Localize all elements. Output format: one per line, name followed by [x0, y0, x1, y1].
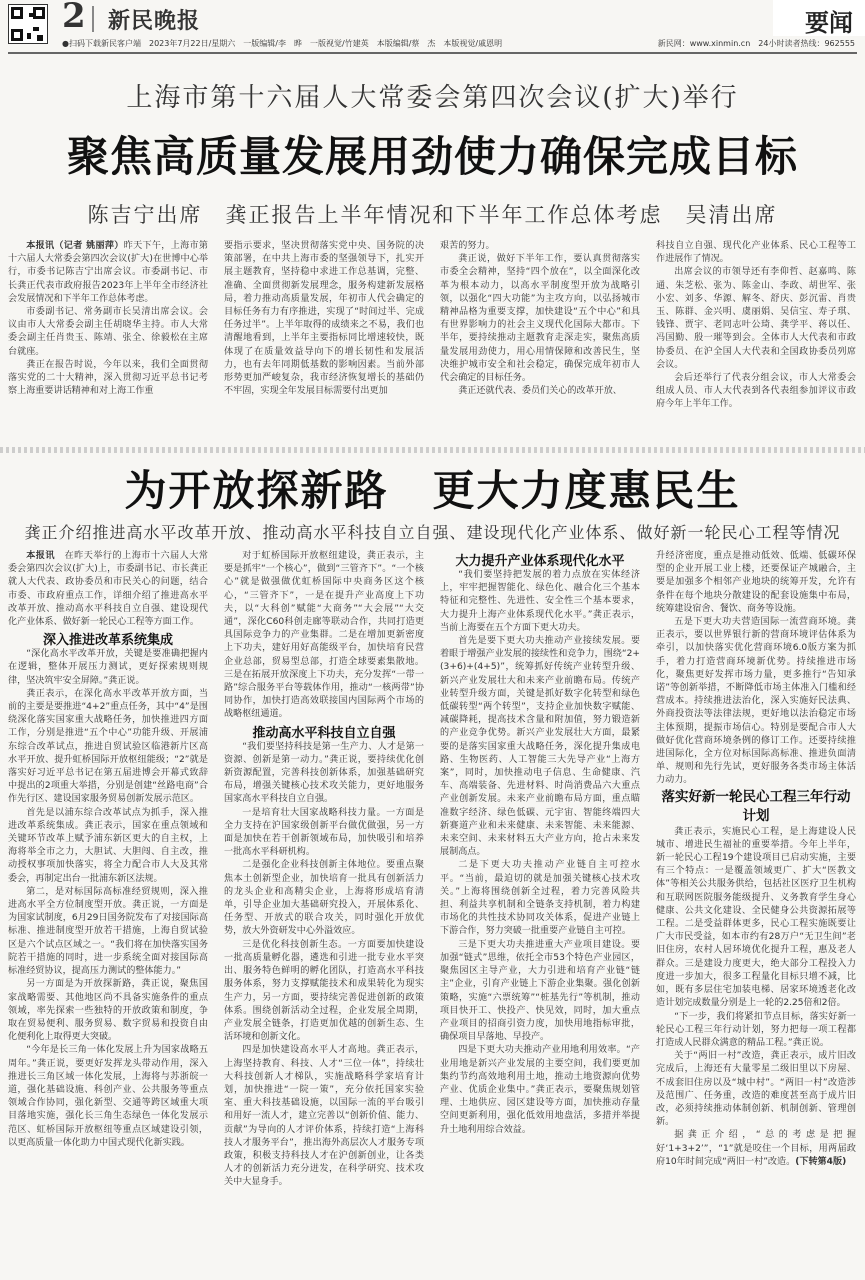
story2-column-3 [440, 550, 640, 1276]
section-name: 要闻 [805, 9, 853, 37]
paragraph: 一是培育壮大国家战略科技力量。一方面是全力支持在沪国家级创新平台做优做强，另一方面是加快在若干创新领域布局，加快吸引和培养一批高水平科研机构。 [224, 807, 424, 858]
newspaper-logo: 新民晚报 [108, 8, 201, 34]
paragraph: “深化高水平改革开放，关键是要准确把握内在逻辑，整体开展压力测试，更好探索规则规律，坚决筑牢安全屏障。”龚正说。 [8, 649, 208, 686]
paragraph: 龚正还就代表、委员们关心的改革开放、 [458, 386, 622, 397]
paragraph: 五是下更大功夫营造国际一流营商环境。龚正表示，要以世界银行新的营商环境评估体系为牵引，以加快落实优化营商环境6.0版方案为抓手，着力打造营商环境新优势。持续推进市场化，聚焦更好发挥市场力量，更多推行“告知承诺”等创新举措，不断降低市场主体准入门槛和经营成本。持续推进法治化，深入实施好民法典、外商投资法等法律法规，更好地以法治稳定市场主体预期，提振市场信心。特别是要配合市人大做好优化营商环境条例的修订工作。还要持续推进国际化，全方位对标国际高标准、推进负面清单、规则和先行先试，更好服务各类市场主体活力动力。 [656, 617, 856, 786]
story1-deck: 陈吉宁出席 龚正报告上半年情况和下半年工作总体考虑 吴清出席 [87, 203, 778, 227]
paragraph: 本报讯 在昨天举行的上海市十六届人大常委会第四次会议(扩大)上，市委副书记、市长龚正就人大代表、政协委员和市民关心的问题，结合市委、市政府重点工作，详细介绍了推进高水平改革开放、推动高水平科技自立自强、建设现代化产业体系、做好新一轮民心工程等方面工作。 [8, 551, 208, 628]
paragraph: 二是强化企业科技创新主体地位。要重点聚焦本土创新型企业，加快培育一批具有创新活力的龙头企业和高精尖企业，上海将形成培育清单，引导企业加大基础研究投入，开展体系化、任务型、开放式的联合攻关，同时强化开放优势，放大外资研发中心外溢效应。 [224, 860, 424, 937]
subheading: 大力提升产业体系现代化水平 [455, 554, 625, 569]
paragraph: 科技自立自强、现代化产业体系、民心工程等工作进展作了情况。 [656, 241, 856, 265]
story-divider [0, 447, 865, 453]
paragraph: “今年是长三角一体化发展上升为国家战略五周年。”龚正说，要更好发挥龙头带动作用，深入推进长三角区域一体化发展，上海将与苏浙皖一道，强化基础设施、科创产业、公共服务等重点领域合作协同，强化新型、交通等跨区域重大项目落地实施，强化长三角生态绿色一体化发展示范区、虹桥国际开放枢纽等重点区域建设引领，以更高质量一体化助力中国式现代化新实践。 [8, 1045, 208, 1148]
story2-column-1 [8, 550, 208, 1276]
continued-note[interactable]: (下转第4版) [795, 1156, 847, 1167]
story1-column-4 [656, 240, 856, 444]
paragraph: 龚正在报告时说，今年以来，我们全面贯彻落实党的二十大精神，深入贯彻习近平总书记考察上海重要讲话精神和对上海工作重 [8, 359, 208, 397]
paragraph: 三是下更大功夫推进重大产业项目建设。要加强“链式”思维，依托全市53个特色产业园区，聚焦园区主导产业，大力引进和培育产业链“链主”企业，引育产业链上下游企业集聚。强化创新策略，实施“六票统筹”“桩基先行”等机制，推动项目快开工、快投产、快见效，同时，加大重点产业项目的招商引资力度，加快用地指标审批，确保项目早落地、早投产。 [440, 939, 640, 1043]
paragraph: 对于虹桥国际开放枢纽建设，龚正表示，主要是抓牢“一个核心”，做到“三管齐下”。“一个核心”就是做强做优虹桥国际中央商务区这个核心，“三管齐下”，一是在提升产业高度上下功夫，以“大科创”赋能“大商务”“大会展”“大交通”，深化C60科创走廊等联动合作，共同打造更具国际竞争力的产业集群。二是在增加更新密度上下功夫，建好用好高能级平台，加快培育民营企业总部，贸易型总部，打造全球要素集散地。三是在拓展开放深度上下功夫，充分发挥“一带一路”综合服务平台等载体作用，推动“一核两带”协同协作，加快打造高效联接国内国际两个市场的战略枢纽通道。 [224, 551, 424, 720]
masthead [0, 0, 865, 56]
paragraph: 据龚正介绍，“总的考虑是把握好‘1+3+2’”，“1”就是咬住一个目标，用两届政府10年时间完成“两旧一村”改造。(下转第4版) [656, 1130, 856, 1167]
byline: 本报讯 [26, 551, 55, 561]
paragraph: 首先是要下更大功夫推动产业接续发展。要着眼于增强产业发展的接续性和竞争力，围绕“2+(3+6)+(4+5)”，统筹抓好传统产业转型升级、新兴产业发展壮大和未来产业前瞻布局。传统产业转型升级方面，关键是抓好数字化转型和绿色低碳转型“两个转型”，支持企业加快数字赋能、减碳降耗，提高技术含量和附加值，努力锻造新的产业竞争优势。新兴产业发展壮大方面，最紧要的是落实国家重大战略任务，深化提升集成电路、生物医药、人工智能三大先导产业“上海方案”，同时，加快推动电子信息、生命健康、汽车、高端装备、先进材料、时尚消费品六大重点产业创新发展。未来产业前瞻布局方面，重点瞄准数字经济、绿色低碳、元宇宙、智能终端四大新赛道产业和未来健康、未来智能、未来能源、未来空间、未来材料五大产业方向，抢占未来发展制高点。 [440, 636, 640, 858]
paragraph: 四是加快建设高水平人才高地。龚正表示，上海坚持教育、科技、人才“三位一体”，持续壮大科技创新人才梯队，实施战略科学家培育计划，加快推进“一院一策”，充分依托国家实验室、重大科技基础设施，以国际一流的平台吸引和用好一流人才，建立完善以“创新价值、能力、贡献”为导向的人才评价体系，持续打造“上海科技人才服务平台”，推出海外高层次人才服务专项政策，积极支持科技人才在沪创新创业，让各类人才的创新活力充分迸发，在科学研究、技术攻关中大显身手。 [224, 1045, 424, 1188]
story2-column-2 [224, 550, 424, 1276]
paragraph: 龚正表示，实施民心工程，是上海建设人民城市、增进民生福祉的重要举措。今年上半年，新一轮民心工程19个建设项目已启动实施，主要有三个特点：一是覆盖领域更广、扩大“医教文体”等相关公共服务供给，包括社区医疗卫生机构和互联网医院服务能级提升、义务教育学生身心健康、公共文化建设、全民健身公共资源拓展等工程。二是受益群体更多，民心工程实施既要让广大市民受益，如本市约有28万户“无卫生间”老旧住房，农村人居环境优化提升工程，惠及老人群众。三是建设力度更大，绝大部分工程投入力度进一步加大，很多工程量化目标只增不减，比如，既有多层住宅加装电梯、居家环境透老化改造计划完成数量分别是上一轮的2.25倍和2倍。 [656, 826, 856, 1009]
paragraph: 艰苦的努力。 [440, 241, 495, 251]
story2-column-4 [656, 550, 856, 1276]
story1-headline: 聚焦高质量发展用劲使力确保完成目标 [66, 132, 798, 181]
story1-column-1 [8, 240, 208, 444]
paragraph: 三是优化科技创新生态。一方面要加快建设一批高质量孵化器，遴选和引进一批专业水平突出、服务特色鲜明的孵化团队，打造高水平科技服务体系，努力支撑赋能技术和成果转化为现实生产力，另一方面，要持续完善促进创新的政策体系。围绕创新活动全过程，企业发展全周期，产业发展全链条，打造更加优越的创新生态、生活环境和创新文化。 [224, 939, 424, 1043]
subheading: 落实好新一轮民心工程三年行动计划 [661, 788, 851, 824]
section-box [773, 0, 865, 36]
paragraph: 出席会议的市领导还有李仰哲、赵嘉鸣、陈通、朱芝松、张为、陈金山、李政、胡世军、张小宏、刘多、华源、解冬、舒庆、彭沉雷、肖贵玉、陈群、金兴明、虞丽娟、吴信宝、寿子琪、钱锋、贾宇、老同志叶公琦、龚学平、蒋以任、冯国勤、殷一璀等到会。全体市人大代表和市政协委员、在沪全国人大代表和全国政协委员列席会议。 [656, 267, 856, 370]
paragraph: 四是下更大功夫推动产业用地利用效率。“产业用地是新兴产业发展的主要空间，我们要更加集约节约高效地利用土地，推动土地资源向优势产业、优质企业集中。”龚正表示，要聚焦规划管理、土地供应、园区建设等方面，加快推动存量空间更新利用，强化低效用地盘活，多措并举提升土地利用综合效益。 [440, 1045, 640, 1135]
paragraph: 要指示要求，坚决贯彻落实党中央、国务院的决策部署，在中共上海市委的坚强领导下，扎实开展主题教育，坚持稳中求进工作总基调，完整、准确、全面贯彻新发展理念，服务构建新发展格局，着力推动高质量发展，年初市人代会确定的目标任务有力有序推进，实现了“时间过半、完成任务过半”。上半年取得的成绩来之不易，我们也清醒地看到，上半年主要指标同比增速较快，既体现了在质量效益导向下的增长韧性和发展活力，也有去年同期低基数的影响因素。当前外部形势更加严峻复杂，我市经济恢复增长的基础仍不牢固，实现全年发展目标需要付出更加 [224, 241, 424, 397]
paragraph: 会后还举行了代表分组会议，市人大常委会组成人员、市人大代表到各代表组参加评议市政府今年上半年工作。 [656, 373, 856, 410]
story2-deck: 龚正介绍推进高水平改革开放、推动高水平科技自立自强、建设现代化产业体系、做好新一轮民心工程等情况 [24, 523, 841, 542]
paragraph: 市委副书记、常务副市长吴清出席会议。会议由市人大常委会副主任胡晓华主持。市人大常委会副主任肖贵玉、陈靖、张全、徐毅松在主席台就座。 [8, 307, 208, 357]
page-number: 2 [62, 0, 86, 36]
masthead-rule [8, 52, 857, 54]
subheading: 推动高水平科技自立自强 [252, 725, 396, 741]
paragraph: 首先是以浦东综合改革试点为抓手，深入推进改革系统集成。龚正表示，国家在重点领域和关键环节改革上赋予浦东新区更大的自主权，上海将举全市之力，大胆试、大胆闯、自主改，推动授权事项加快落实，将全力配合市人大及其常委会，再制定出台一批浦东新区法规。 [8, 807, 208, 884]
qr-code-icon[interactable] [8, 4, 48, 44]
story1-kicker: 上海市第十六届人大常委会第四次会议(扩大)举行 [126, 83, 739, 113]
paragraph: 二是下更大功夫推动产业链自主可控水平。“当前，最迫切的就是加强关键核心技术攻关。”上海将围绕创新全过程，着力完善风险共担、利益共享机制和全链条支持机制，着力构建市场化的共性技术协同攻关体系，促进产业链上下游合作，努力突破一批重要产业链自主可控。 [440, 860, 640, 937]
divider [92, 6, 94, 32]
byline: 本报讯（记者 姚丽萍） [26, 241, 124, 251]
edition-meta: ●扫码下载新民客户端 2023年7月22日/星期六 一版编辑/李 晔 一版视觉/竹建英 本版编辑/蔡 杰 本版视觉/戚恩明 [62, 39, 503, 48]
paragraph: 第二，是对标国际高标准经贸规则，深入推进高水平全方位制度型开放。龚正说，一方面是为国家试制度，6月29日国务院发布了对接国际高标准、推进制度型开放若干措施，上海自贸试验区是六个试点区域之一。“我们将在加快落实国务院若干措施的同时，进一步系统全面对接国际高标准经贸协议，提高压力测试的整体能力。” [8, 886, 208, 977]
paragraph: 龚正表示，在深化高水平改革开放方面，当前的主要是要推进“4+2”重点任务，其中“4”是围绕深化落实国家重大战略任务，加快推进四方面工作，分别是推进“五个中心”功能升级、开展浦东综合改革试点，推进自贸试验区临港新片区高水平开放、提升虹桥国际开放枢纽能级；“2”就是落实好习近平总书记在第五届进博会开幕式致辞中提出的2项重大举措，分别是创建“丝路电商”合作先行区、建设国家服务贸易创新发展示范区。 [8, 688, 208, 805]
paragraph: 另一方面是为开放探新路，龚正说，聚焦国家战略需要、其他地区尚不具备实施条件的重点领域，率先探索一些独特的开放政策和制度，争取在贸易便利、服务贸易、数字贸易和投资自由化便利化上取得更大突破。 [8, 979, 208, 1043]
story2-headline: 为开放探新路 更大力度惠民生 [124, 466, 741, 515]
paragraph: “我们要坚持科技是第一生产力、人才是第一资源、创新是第一动力。”龚正说，要持续优化创新资源配置，完善科技创新体系，加强基础研究布局，增强关键核心技术攻关能力，更好地服务国家高水平科技自立自强。 [224, 741, 424, 805]
paragraph: 关于“两旧一村”改造，龚正表示，成片旧改完成后，上海还有大量零星二级旧里以下房屋、不成套旧住房以及“城中村”。“两旧一村”改造涉及范围广、任务重，改造的难度甚至高于成片旧改，必须持续推动体制创新、机制创新、管理创新。 [656, 1051, 856, 1128]
story1-column-2 [224, 240, 424, 444]
paragraph: “我们要坚持把发展的着力点放在实体经济上，牢牢把握智能化、绿色化、融合化三个基本特征和完整性、先进性、安全性三个基本要求，大力提升上海产业体系现代化水平。”龚正表示，当前上海要在五个方面下更大功夫。 [440, 570, 640, 633]
paragraph: 龚正说，做好下半年工作，要认真贯彻落实市委全会精神，坚持“四个放在”，以全面深化改革为根本动力，以高水平制度型开放为战略引领，以强化“四大功能”为主攻方向，以弘扬城市精神品格为重要支撑，加快建设“五个中心”和具有世界影响力的社会主义现代化国际大都市。下半年，要持续推动主题教育走深走实，聚焦高质量发展用劲使力，用心用情保障和改善民生，坚决维护城市安全和社会稳定，确保完成年初市人代会确定的目标任务。 [440, 254, 640, 384]
subheading: 深入推进改革系统集成 [42, 633, 173, 649]
website-hotline: 新民网：www.xinmin.cn 24小时读者热线：962555 [657, 39, 855, 48]
paragraph: 本报讯（记者 姚丽萍）昨天下午，上海市第十六届人大常委会第四次会议(扩大)在世博中心举行，市委书记陈吉宁出席会议。市委副书记、市长龚正代表市政府报告2023年上半年全市经济社会发展情况和下半年工作总体考虑。 [8, 241, 208, 304]
story1-column-3 [440, 240, 640, 444]
paragraph: “下一步，我们将紧扣节点目标，落实好新一轮民心工程三年行动计划，努力把每一项工程都打造成人民群众满意的精品工程。”龚正说。 [656, 1011, 856, 1048]
paragraph: 升经济密度，重点是推动低效、低端、低碳环保型的企业开展工业上楼，还要保证产城融合，主要是加强多个相邻产业地块的统筹开发，允许有条件在每个地块分散建设的配套设施集中布局，统筹建设宿舍、餐饮、商务等设施。 [656, 551, 856, 614]
